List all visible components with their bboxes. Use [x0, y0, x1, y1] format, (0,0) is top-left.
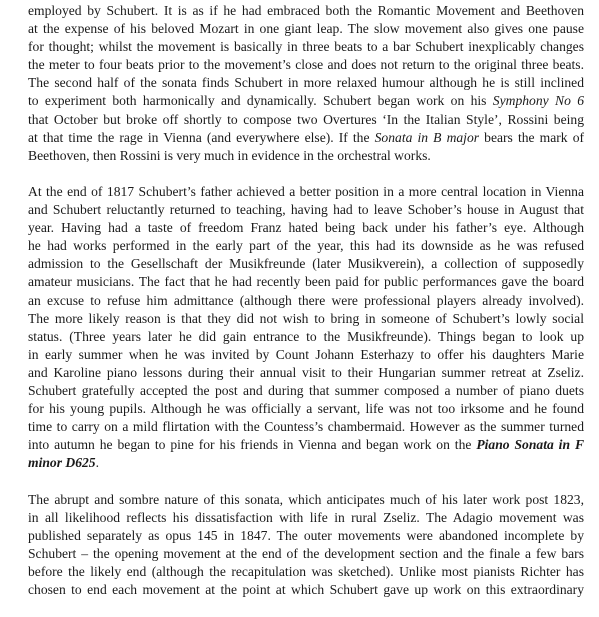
text-segment: at the expense of his beloved Mozart in one giant leap. The slow movement also gives one pause — [28, 21, 584, 37]
text-line — [28, 201, 584, 219]
text-segment: employed by Schubert. It is as if he had embraced both the Romantic Movement and Beethoven — [28, 3, 584, 18]
text-segment: admission to the Gesellschaft der Musikfreunde (later Musikverein), a collection of supposedly — [28, 256, 584, 272]
text-segment: published separately as opus 145 in 1847. The outer movements were abandoned incomplete by — [28, 527, 584, 543]
italic-title: Sonata in B major — [374, 129, 480, 145]
text-segment: an excuse to refuse him admittance (although there were professional players already involved). — [28, 292, 584, 308]
text-line — [28, 491, 584, 509]
text-line — [28, 509, 584, 527]
text-segment: chosen to end each movement at the point at which Schubert gave up work on this extraordinary — [28, 582, 584, 597]
paragraph — [28, 2, 584, 165]
text-segment: he had works performed in the early part of the year, this had its downside as he was refused — [28, 238, 584, 254]
text-line — [28, 2, 584, 20]
text-line — [28, 346, 584, 364]
text-line — [28, 400, 584, 418]
text-segment: to experiment both harmonically and dynamically. Schubert began work on his — [28, 93, 493, 109]
text-segment: Schubert gratefully accepted the post and during that summer composed a number of piano duets — [28, 382, 584, 398]
text-line — [28, 581, 584, 599]
text-segment: before the likely end (although the recapitulation was sketched). Unlike most pianists Richter has — [28, 563, 584, 579]
text-line — [28, 545, 584, 563]
text-segment: status. (Three years later he did gain entrance to the Musikfreunde). Things began to look up — [28, 328, 584, 344]
document-page — [28, 2, 584, 617]
bold-italic-title: minor D625 — [28, 455, 96, 471]
text-line — [28, 364, 584, 382]
text-segment: The abrupt and sombre nature of this sonata, which anticipates much of his later work post 1823, — [28, 491, 584, 507]
text-line — [28, 563, 584, 581]
text-segment: in early summer when he was invited by Count Johann Esterhazy to offer his daughters Marie — [28, 346, 584, 362]
text-line — [28, 56, 584, 74]
text-line — [28, 382, 584, 400]
text-line — [28, 237, 584, 255]
text-segment: . — [95, 455, 100, 471]
text-segment: year. Having had a taste of freedom Franz hated being back under his father’s eye. Although — [28, 220, 584, 236]
text-segment: and Schubert reluctantly returned to teaching, having had to leave Schober’s house in August that — [28, 202, 584, 218]
text-line — [28, 418, 584, 436]
bold-italic-title: Piano Sonata in F — [476, 437, 585, 453]
text-segment: at that time the rage in Vienna (and everywhere else). If the — [28, 129, 375, 145]
text-line — [28, 147, 584, 165]
text-segment: the meter to four beats prior to the movement’s close and does not return to the original three beats. — [28, 57, 584, 73]
text-line — [28, 436, 584, 454]
text-line — [28, 129, 584, 147]
text-segment: that October but broke off shortly to compose two Overtures ‘In the Italian Style’, Rossini being — [28, 111, 584, 127]
text-line — [28, 111, 584, 129]
text-line — [28, 219, 584, 237]
text-segment: The second half of the sonata finds Schubert in more relaxed humour although he is still inclined — [28, 75, 584, 91]
text-line — [28, 20, 584, 38]
text-segment: amateur musicians. The fact that he had recently been paid for public performances gave the board — [28, 274, 584, 290]
text-segment: for thought; whilst the movement is basically in three beats to a bar Schubert inexplicably changes — [28, 39, 584, 55]
text-segment: into autumn he began to pine for his friends in Vienna and began work on the — [28, 437, 477, 453]
paragraph — [28, 491, 584, 600]
text-segment: for his young pupils. Although he was officially a servant, life was not too irksome and he found — [28, 401, 584, 417]
text-line — [28, 38, 584, 56]
italic-title: Symphony No 6 — [492, 93, 584, 109]
text-line — [28, 292, 584, 310]
text-segment: time to carry on a mild flirtation with the Countess’s chambermaid. However as the summer turned — [28, 419, 584, 435]
text-segment: and Karoline piano lessons during their annual visit to their Hungarian summer retreat at Zseliz. — [28, 364, 584, 380]
text-line — [28, 328, 584, 346]
text-line — [28, 310, 584, 328]
text-segment: At the end of 1817 Schubert’s father achieved a better position in a more central location in Vienna — [28, 183, 584, 199]
text-line — [28, 74, 584, 92]
paragraph — [28, 183, 584, 473]
text-line — [28, 92, 584, 110]
text-line — [28, 183, 584, 201]
text-line — [28, 255, 584, 273]
text-segment: Schubert – the opening movement at the end of the development section and the finale a few bars — [28, 545, 584, 561]
text-segment: in all likelihood reflects his dissatisfaction with life in rural Zseliz. The Adagio movement was — [28, 509, 584, 525]
text-segment: The more likely reason is that they did not wish to bring in someone of Schubert’s lowly social — [28, 310, 584, 326]
text-segment: bears the mark of — [479, 129, 585, 145]
text-line — [28, 527, 584, 545]
text-line — [28, 273, 584, 291]
text-line — [28, 454, 584, 472]
text-segment: Beethoven, then Rossini is very much in evidence in the orchestral works. — [28, 147, 431, 163]
